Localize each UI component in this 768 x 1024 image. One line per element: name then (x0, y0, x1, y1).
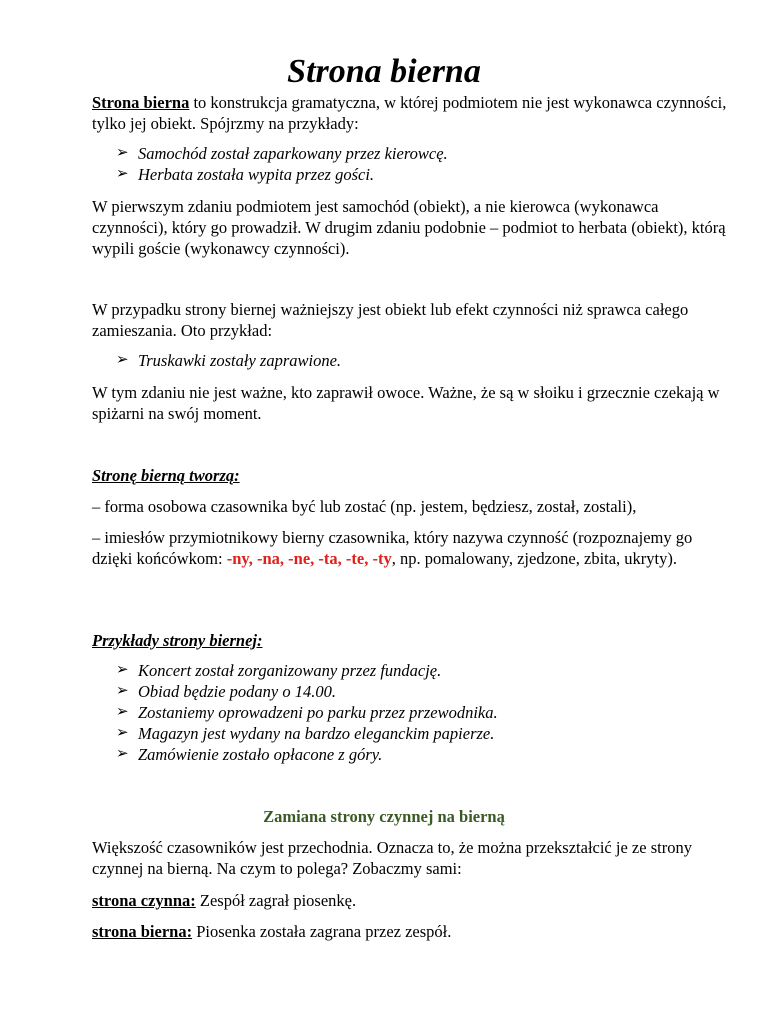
active-voice-example: strona czynna: Zespół zagrał piosenkę. (92, 891, 357, 910)
intro-paragraph (92, 92, 732, 134)
arrow-bullet-icon: ➢ (116, 746, 129, 762)
list-item: ➢ Samochód został zaparkowany przez kierowcę. (116, 144, 448, 163)
arrow-bullet-icon: ➢ (116, 352, 129, 368)
list-item: ➢ Zamówienie zostało opłacone z góry. (116, 745, 383, 764)
arrow-bullet-icon: ➢ (116, 704, 129, 720)
list-item: ➢ Obiad będzie podany o 14.00. (116, 682, 336, 701)
forms-heading: Stronę bierną tworzą: (92, 466, 240, 485)
examples-list-3 (116, 660, 716, 765)
arrow-bullet-icon: ➢ (116, 145, 129, 161)
endings-highlight: -ny, -na, -ne, -ta, -te, -ty (226, 549, 392, 568)
arrow-bullet-icon: ➢ (116, 725, 129, 741)
examples-list-1 (116, 143, 716, 185)
forms-item-1: – forma osobowa czasownika być lub zostać (np. jestem, będziesz, został, zostali), (92, 497, 637, 516)
intro-text: to konstrukcja gramatyczna, w której podmiotem nie jest wykonawca czynności, tylko jej obiekt. Spójrzmy na przykłady: (92, 93, 727, 133)
list-item: ➢ Koncert został zorganizowany przez fundację. (116, 661, 442, 680)
arrow-bullet-icon: ➢ (116, 683, 129, 699)
importance-paragraph: W przypadku strony biernej ważniejszy jest obiekt lub efekt czynności niż sprawca całego zamieszania. Oto przykład: (92, 300, 689, 340)
list-item: ➢ Zostaniemy oprowadzeni po parku przez przewodnika. (116, 703, 498, 722)
list-item: ➢ Magazyn jest wydany na bardzo eleganckim papierze. (116, 724, 495, 743)
forms-item-2: – imiesłów przymiotnikowy bierny czasownika, który nazywa czynność (rozpoznajemy go dzięki końcówkom: -ny, -na, -ne, -ta, -te, -ty, np. pomalowany, zjedzone, zbita, ukryty). (92, 528, 693, 568)
page-title: Strona bierna (287, 53, 481, 90)
section-heading: Zamiana strony czynnej na bierną (263, 807, 505, 826)
intro-term: Strona bierna (92, 93, 190, 112)
arrow-bullet-icon: ➢ (116, 166, 129, 182)
passive-voice-example: strona bierna: Piosenka została zagrana przez zespół. (92, 922, 452, 941)
explanation-paragraph: W pierwszym zdaniu podmiotem jest samochód (obiekt), a nie kierowca (wykonawca czynności), który go prowadził. W drugim zdaniu podobnie – podmiot to herbata (obiekt), którą wypili goście (wykonawcy czynności). (92, 197, 726, 258)
context-paragraph: W tym zdaniu nie jest ważne, kto zaprawił owoce. Ważne, że są w słoiku i grzecznie czekają w spiżarni na swój moment. (92, 383, 720, 423)
list-item: ➢ Herbata została wypita przez gości. (116, 165, 375, 184)
examples-list-2 (116, 350, 716, 371)
arrow-bullet-icon: ➢ (116, 662, 129, 678)
transitive-paragraph: Większość czasowników jest przechodnia. Oznacza to, że można przekształcić je ze strony czynnej na bierną. Na czym to polega? Zobaczmy sami: (92, 838, 692, 878)
examples-heading: Przykłady strony biernej: (92, 631, 263, 650)
list-item: ➢ Truskawki zostały zaprawione. (116, 351, 342, 370)
